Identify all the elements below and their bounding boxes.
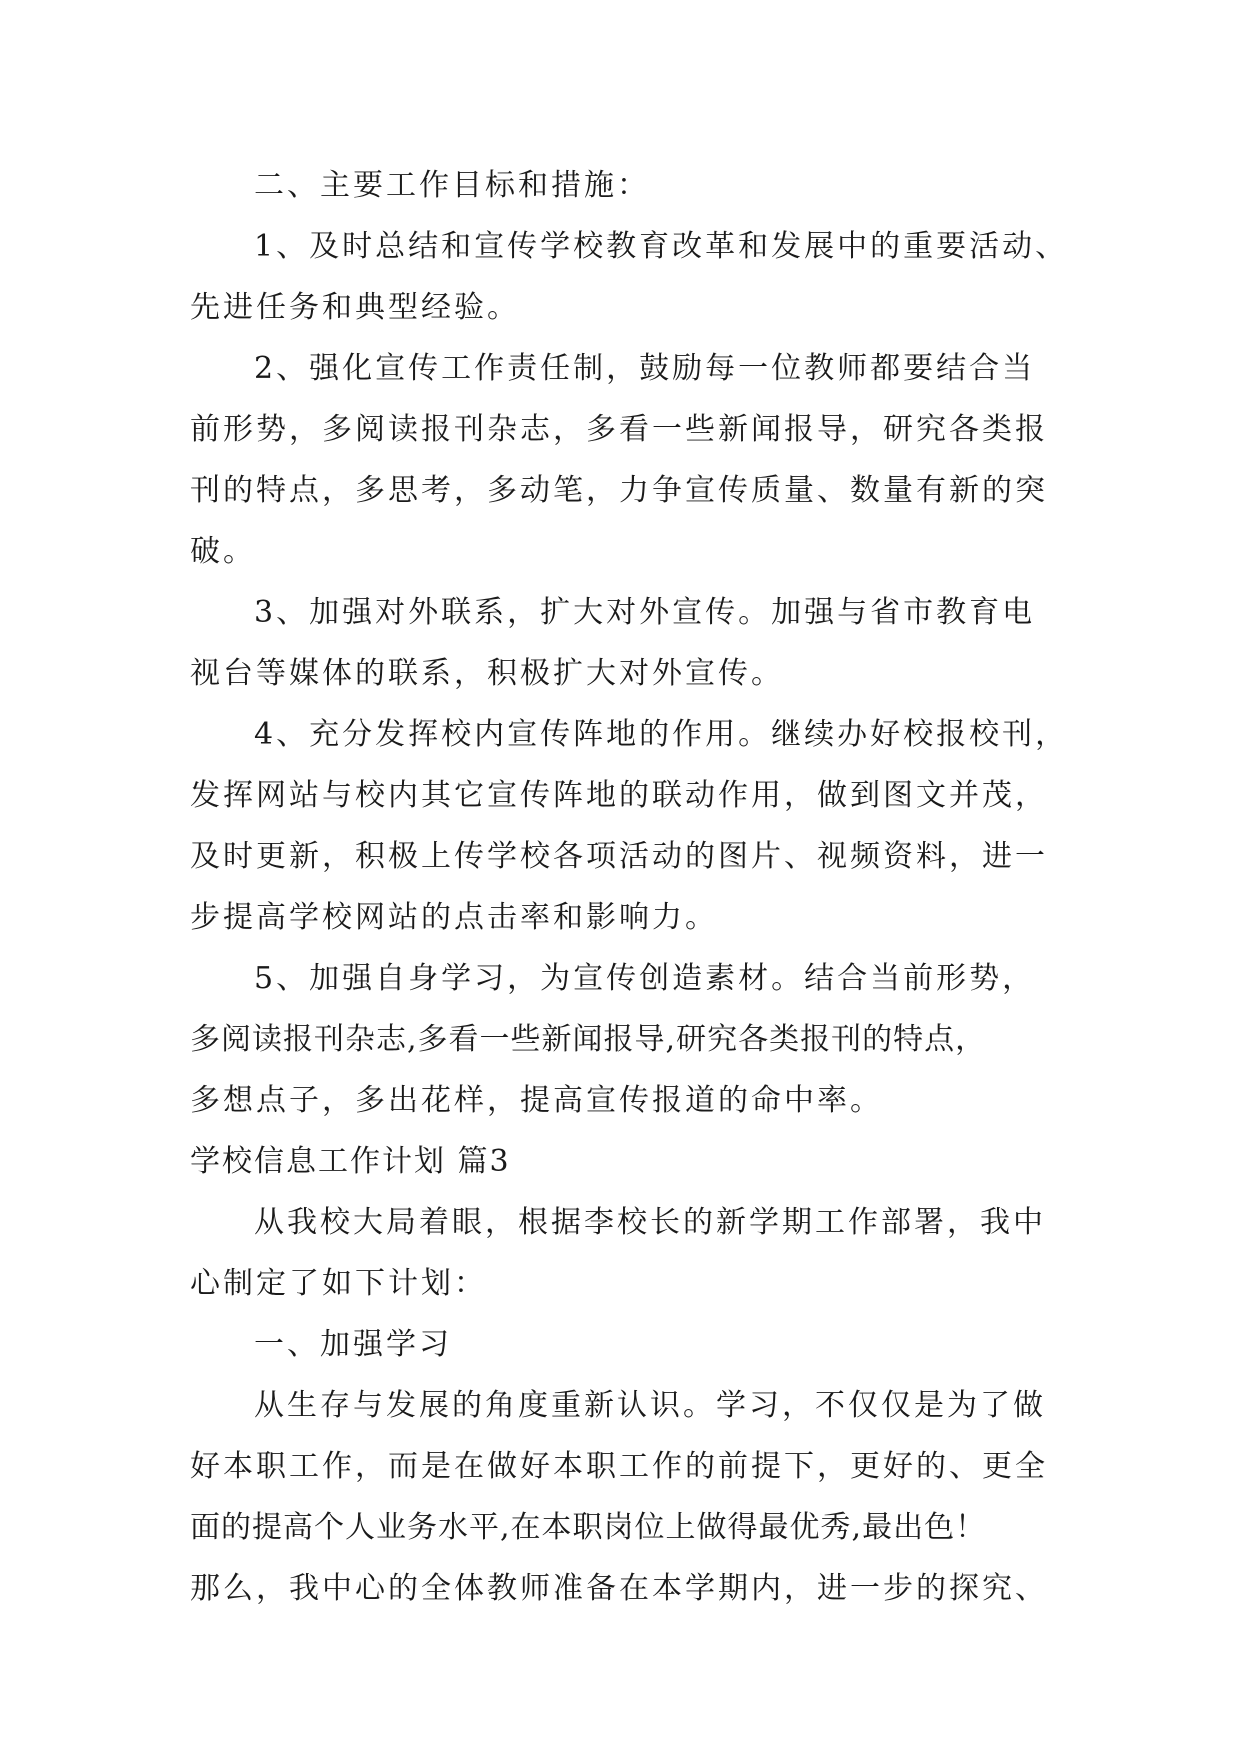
paragraph-line: 1、及时总结和宣传学校教育改革和发展中的重要活动、	[254, 229, 1069, 264]
paragraph-line: 发挥网站与校内其它宣传阵地的联动作用，做到图文并茂，	[190, 778, 1048, 813]
paragraph-line: 5、加强自身学习，为宣传创造素材。结合当前形势，	[254, 961, 1036, 996]
paragraph-line: 步提高学校网站的点击率和影响力。	[190, 900, 718, 935]
paragraph-line: 刊的特点，多思考，多动笔，力争宣传质量、数量有新的突	[190, 473, 1048, 508]
paragraph-line: 从生存与发展的角度重新认识。学习，不仅仅是为了做	[254, 1388, 1046, 1423]
paragraph-line: 及时更新，积极上传学校各项活动的图片、视频资料，进一	[190, 839, 1048, 874]
paragraph-line: 视台等媒体的联系，积极扩大对外宣传。	[190, 656, 784, 691]
paragraph-line: 那么，我中心的全体教师准备在本学期内，进一步的探究、	[190, 1571, 1048, 1606]
paragraph-line: 3、加强对外联系，扩大对外宣传。加强与省市教育电	[254, 595, 1036, 630]
section-heading-strengthen-learning: 一、加强学习	[254, 1327, 452, 1362]
paragraph-line: 2、强化宣传工作责任制，鼓励每一位教师都要结合当	[254, 351, 1036, 386]
paragraph-line: 4、充分发挥校内宣传阵地的作用。继续办好校报校刊，	[254, 717, 1069, 752]
section-title: 学校信息工作计划 篇3	[190, 1144, 511, 1179]
paragraph-line: 破。	[190, 534, 256, 569]
paragraph-line: 多想点子，多出花样，提高宣传报道的命中率。	[190, 1083, 883, 1118]
paragraph-line: 前形势，多阅读报刊杂志，多看一些新闻报导，研究各类报	[190, 412, 1048, 447]
paragraph-line: 心制定了如下计划：	[190, 1266, 487, 1301]
paragraph-line: 多阅读报刊杂志,多看一些新闻报导,研究各类报刊的特点，	[190, 1022, 987, 1057]
paragraph-line: 面的提高个人业务水平,在本职岗位上做得最优秀,最出色！	[190, 1510, 987, 1545]
paragraph-line: 从我校大局着眼，根据李校长的新学期工作部署，我中	[254, 1205, 1046, 1240]
paragraph-line: 好本职工作，而是在做好本职工作的前提下，更好的、更全	[190, 1449, 1048, 1484]
paragraph-line: 先进任务和典型经验。	[190, 290, 520, 325]
section-heading-main-goals: 二、主要工作目标和措施：	[254, 168, 650, 203]
